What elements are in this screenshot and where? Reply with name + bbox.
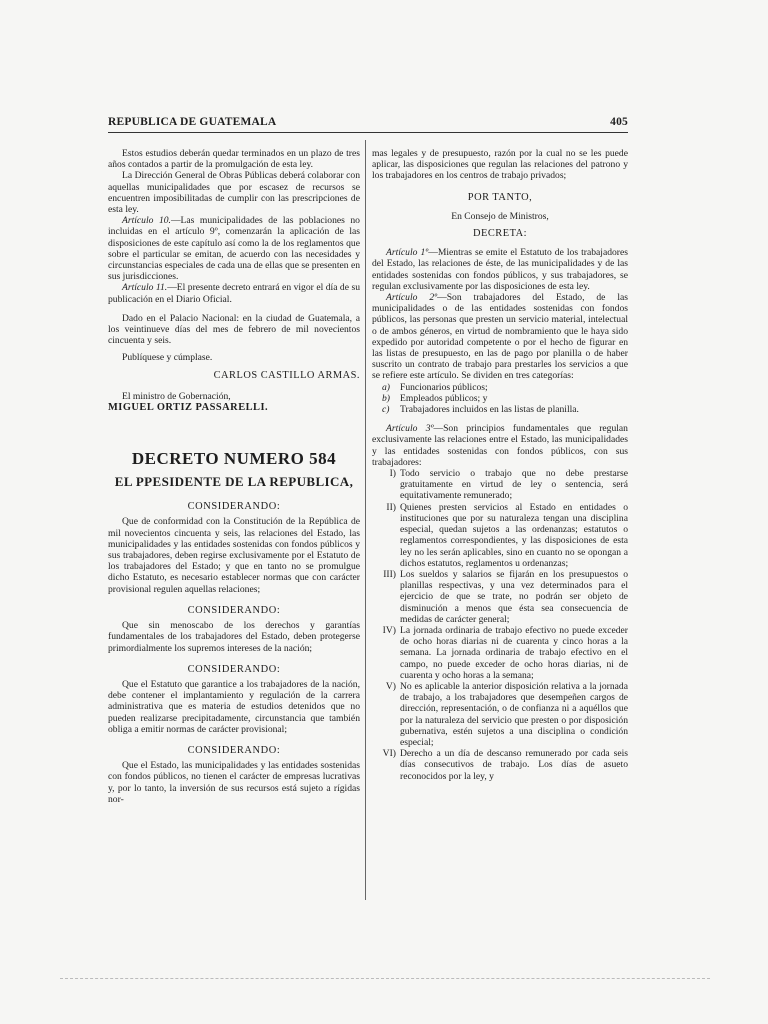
consejo-line: En Consejo de Ministros, xyxy=(451,210,549,222)
page-number: 405 xyxy=(610,116,628,128)
column-divider xyxy=(365,140,366,900)
article-11 xyxy=(108,282,360,304)
minister-role: El ministro de Gobernación, xyxy=(122,390,231,402)
decreta-heading: DECRETA: xyxy=(473,228,527,240)
header-title: REPUBLICA DE GUATEMALA xyxy=(108,116,277,128)
por-tanto-heading: POR TANTO, xyxy=(467,191,533,203)
considerando-heading: CONSIDERANDO: xyxy=(187,663,281,675)
list-marker: I) xyxy=(389,468,396,480)
list-marker: IV) xyxy=(382,624,396,636)
list-item xyxy=(372,404,628,415)
list-item xyxy=(372,502,628,569)
list-text: Empleados públicos; y xyxy=(400,392,488,404)
article-2 xyxy=(372,292,628,382)
principles-list xyxy=(372,468,628,782)
signature: CARLOS CASTILLO ARMAS. xyxy=(213,369,360,381)
considerando-heading: CONSIDERANDO: xyxy=(187,501,281,513)
list-text: Trabajadores incluidos en las listas de planilla. xyxy=(400,404,579,416)
list-marker: b) xyxy=(382,392,390,404)
paragraph: La Dirección General de Obras Públicas deberá colaborar con aquellas municipalidades que por escasez de recursos se encuentren imposibilitadas de cumplir con las prescripciones de esta ley. xyxy=(108,170,360,216)
considerando-paragraph: Que el Estado, las municipalidades y las entidades sostenidas con fondos públicos, no tienen el carácter de empresas lucrativas y, por lo tanto, la inversión de sus recursos está sujeto a rígidas nor- xyxy=(108,760,360,805)
list-text: Funcionarios públicos; xyxy=(400,381,488,393)
decree-subtitle: EL PPESIDENTE DE LA REPUBLICA, xyxy=(114,474,354,490)
article-text: —Las municipalidades de las poblaciones no incluidas en el artículo 9º, comenzarán la aplicación de las disposiciones de este capítulo así como la de los reglamentos que sobre el particular se emitan, de acuerdo con las necesidades y circunstancias especiales de cada una de ellas que se presenten en sus jurisdicciones. xyxy=(108,215,360,283)
list-item xyxy=(372,393,628,404)
dado-paragraph: Dado en el Palacio Nacional: en la ciudad de Guatemala, a los veintinueve días del mes de febrero de mil novecientos cincuenta y seis. xyxy=(108,312,360,347)
list-item xyxy=(372,625,628,681)
article-3 xyxy=(372,423,628,468)
right-column xyxy=(372,148,628,908)
article-label: Artículo 3º xyxy=(386,423,434,435)
article-text: —Son trabajadores del Estado, de las municipalidades o de las entidades sostenidas con fondos públicos, las personas que presten un servicio material, intelectual o de ambos géneros, en virtud de nombramiento que le haya sido expedido por autoridad competente o por el hecho de figurar en las listas de presupuesto, en las de pago por planilla o de haber suscrito un contrato de trabajo para prestarles los servicios a que se refiere este artículo. Se dividen en tres categorías: xyxy=(372,292,628,382)
list-marker: V) xyxy=(385,680,396,692)
list-item xyxy=(372,681,628,748)
list-item xyxy=(372,569,628,625)
decree-title: DECRETO NUMERO 584 xyxy=(131,449,337,469)
list-marker: c) xyxy=(382,404,390,416)
list-item xyxy=(372,382,628,393)
article-label: Artículo 1º xyxy=(386,247,429,259)
scan-edge-line xyxy=(60,978,710,980)
list-marker: II) xyxy=(386,501,396,513)
article-label: Artículo 2º xyxy=(386,292,438,304)
article-10 xyxy=(108,215,360,282)
list-text: Los sueldos y salarios se fijarán en los presupuestos o planillas respectivas, y una vez determinados para el ejercicio de que se trate, no podrán ser objeto de disminución a menos que ésta sea consecuencia de medidas de carácter general; xyxy=(400,568,628,625)
publiquese: Publíquese y cúmplase. xyxy=(122,352,213,364)
article-text: —Son principios fundamentales que regulan exclusivamente las relaciones entre el Estado, las municipalidades y las entidades sostenidas con fondos públicos, con sus trabajadores: xyxy=(372,423,628,468)
considerando-paragraph: Que el Estatuto que garantice a los trabajadores de la nación, debe contener el implantamiento y regulación de la carrera administrativa que es materia de estudios detenidos que no pueden realizarse precipitadamente, circunstancia que también obliga a emitir normas de carácter provisional; xyxy=(108,678,360,735)
considerando-paragraph: Que sin menoscabo de los derechos y garantías fundamentales de los trabajadores del Estado, deben protegerse primordialmente los supremos intereses de la nación; xyxy=(108,620,360,654)
list-marker: III) xyxy=(383,568,396,580)
list-text: Derecho a un día de descanso remunerado por cada seis días consecutivos de trabajo. Los días de asueto reconocidos por la ley, y xyxy=(400,748,628,782)
article-1 xyxy=(372,247,628,292)
list-item xyxy=(372,468,628,502)
considerando-heading: CONSIDERANDO: xyxy=(187,744,281,756)
list-marker: VI) xyxy=(382,748,396,760)
considerando-paragraph: Que de conformidad con la Constitución de la República de mil novecientos cincuenta y seis, las relaciones del Estado, las municipalidades y las entidades sostenidas con fondos públicos y sus trabajadores, deben regirse exclusivamente por el Estatuto de los trabajadores del Estado; y que en tanto no se promulgue dicho Estatuto, es necesario establecer normas que con carácter provisional regulen aquellas relaciones; xyxy=(108,516,360,595)
article-text: —Mientras se emite el Estatuto de los trabajadores del Estado, las relaciones de éste, de las municipalidades y de las entidades sostenidas con fondos públicos, y sus trabajadores, se regulan exclusivamente por las disposiciones de esta ley. xyxy=(372,247,628,292)
continued-paragraph: mas legales y de presupuesto, razón por la cual no se les puede aplicar, las disposiciones que regulan las relaciones del patrono y los trabajadores en los centros de trabajo privados; xyxy=(372,148,628,182)
list-text: No es aplicable la anterior disposición relativa a la jornada de trabajo, a los trabajadores que desempeñen cargos de dirección, representación, o de confianza ni a aquéllos que por la naturaleza del servicio que presten o por disposición gubernativa, estén sujetos a una disciplina o condición especial; xyxy=(400,680,628,748)
list-item xyxy=(372,748,628,782)
article-label: Artículo 10. xyxy=(122,215,171,227)
considerando-heading: CONSIDERANDO: xyxy=(187,604,281,616)
page-header xyxy=(108,116,628,133)
list-marker: a) xyxy=(382,381,390,393)
categories-list xyxy=(372,382,628,416)
minister-name: MIGUEL ORTIZ PASSARELLI. xyxy=(108,402,269,414)
list-text: La jornada ordinaria de trabajo efectivo no puede exceder de ocho horas diarias ni de cuarenta y cinco horas a la semana. La jornada ordinaria de trabajo efectivo en el campo, no puede exceder de ocho horas diarias, ni de cuarenta y ocho horas a la semana; xyxy=(400,624,628,681)
article-label: Artículo 11. xyxy=(122,282,168,294)
article-text: —El presente decreto entrará en vigor el día de su publicación en el Diario Oficial. xyxy=(108,282,360,305)
list-text: Quienes presten servicios al Estado en entidades o instituciones que por su naturaleza tengan una disciplina especial, quedan sujetos a las ordenanzas; estatutos o reglamentos correspondientes, y las disposiciones de esta ley no les serán aplicables, sino en cuanto no se opongan a dichos estatutos, reglamentos u ordenanzas; xyxy=(400,501,628,569)
paragraph: Estos estudios deberán quedar terminados en un plazo de tres años contados a partir de la promulgación de esta ley. xyxy=(108,148,360,171)
left-column xyxy=(108,148,360,908)
list-text: Todo servicio o trabajo que no debe prestarse gratuitamente en virtud de ley o sentencia, será equitativamente remunerado; xyxy=(400,468,628,502)
